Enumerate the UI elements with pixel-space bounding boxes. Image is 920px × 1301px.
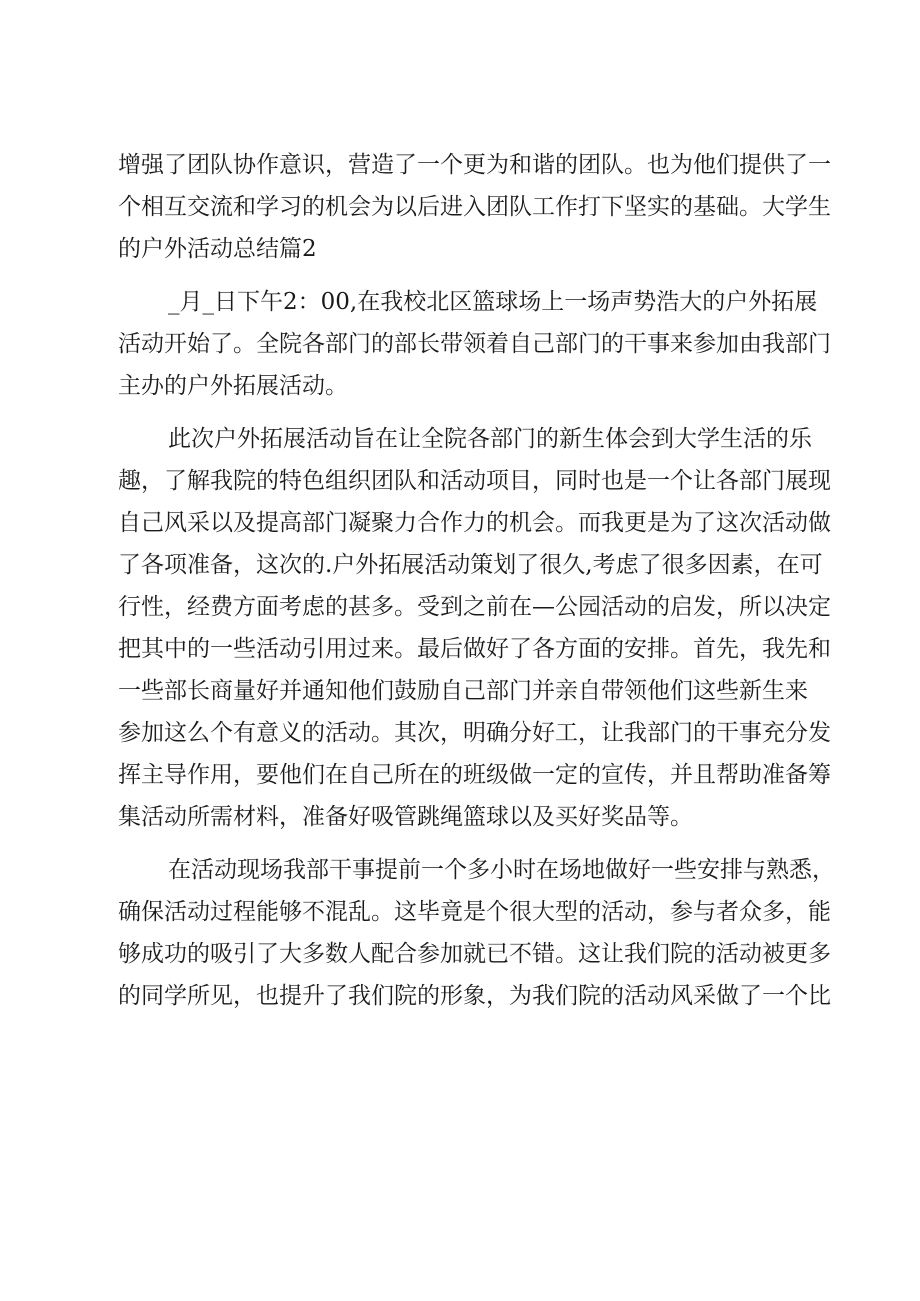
- text-line: 此次户外拓展活动旨在让全院各部门的新生体会到大学生活的乐: [168, 426, 812, 452]
- text-line: 活动开始了。全院各部门的部长带领着自己部门的干事来参加由我部门: [118, 331, 831, 357]
- text-line: 集活动所需材料，准备好吸管跳绳篮球以及买好奖品等。: [118, 804, 693, 830]
- text-line: 把其中的一些活动引用过来。最后做好了各方面的安排。首先，我先和: [118, 636, 831, 662]
- text-line: 自己风采以及提高部门凝聚力合作力的机会。而我更是为了这次活动做: [118, 510, 831, 536]
- text-line: _月_日下午2：00,在我校北区篮球场上一场声势浩大的户外拓展: [168, 289, 818, 315]
- paragraph-4: [118, 849, 835, 1017]
- text-line: 在活动现场我部干事提前一个多小时在场地做好一些安排与熟悉，: [168, 857, 835, 883]
- paragraph-1: [118, 144, 830, 270]
- text-line: 了各项准备，这次的.户外拓展活动策划了很久,考虑了很多因素，在可: [118, 552, 823, 578]
- text-line: 的同学所见，也提升了我们院的形象，为我们院的活动风采做了一个比: [118, 983, 831, 1009]
- text-line: 挥主导作用，要他们在自己所在的班级做一定的宣传，并且帮助准备筹: [118, 762, 831, 788]
- text-line: 行性，经费方面考虑的甚多。受到之前在—公园活动的启发，所以决定: [118, 594, 831, 620]
- document-body: [118, 144, 835, 1017]
- text-line: 参加这么个有意义的活动。其次，明确分好工，让我部门的干事充分发: [118, 720, 831, 746]
- text-line: 一些部长商量好并通知他们鼓励自己部门并亲自带领他们这些新生来: [118, 678, 808, 704]
- text-line: 够成功的吸引了大多数人配合参加就已不错。这让我们院的活动被更多: [118, 941, 831, 967]
- text-line: 的户外活动总结篇2: [118, 236, 317, 262]
- paragraph-2: [118, 281, 830, 407]
- text-line: 趣，了解我院的特色组织团队和活动项目，同时也是一个让各部门展现: [118, 468, 831, 494]
- paragraph-3: [118, 418, 830, 838]
- text-line: 个相互交流和学习的机会为以后进入团队工作打下坚实的基础。大学生: [118, 194, 831, 220]
- text-line: 主办的户外拓展活动。: [118, 373, 348, 399]
- text-line: 确保活动过程能够不混乱。这毕竟是个很大型的活动，参与者众多，能: [118, 899, 831, 925]
- text-line: 增强了团队协作意识，营造了一个更为和谐的团队。也为他们提供了一: [118, 152, 831, 178]
